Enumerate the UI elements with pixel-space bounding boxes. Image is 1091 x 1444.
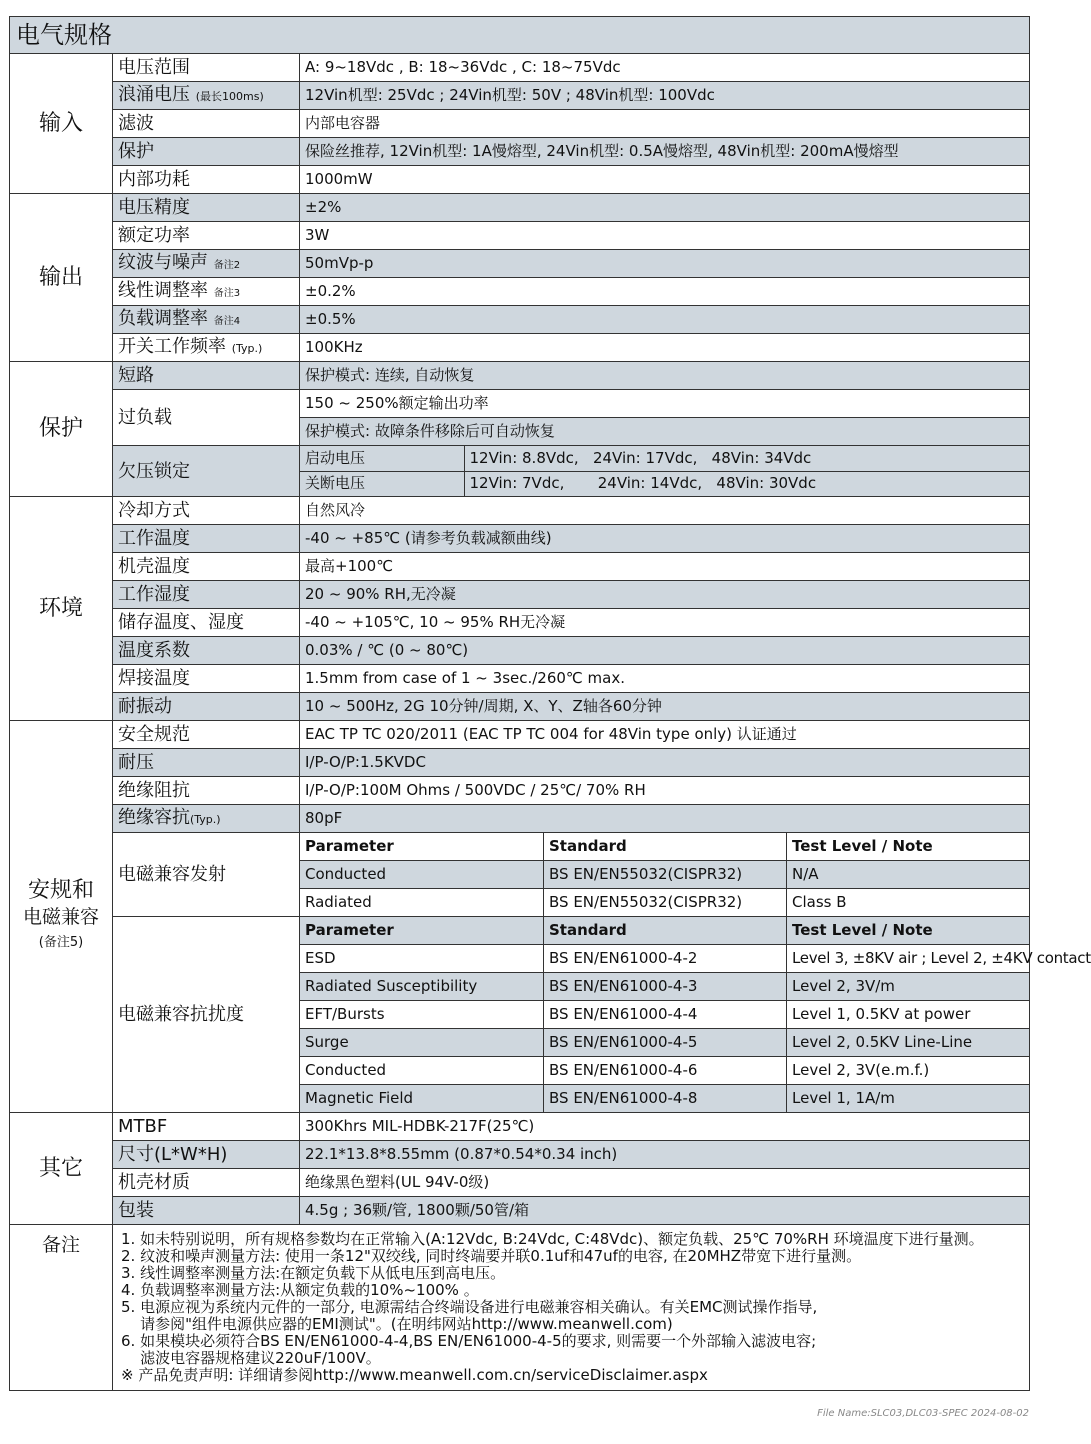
category-environment: 环境: [10, 497, 113, 721]
row-value: 4.5g ; 36颗/管, 1800颗/50管/箱: [300, 1197, 1030, 1225]
label-text: 负载调整率: [118, 307, 208, 329]
row-label: 工作湿度: [113, 581, 300, 609]
env-working-temp-row: [10, 525, 1030, 553]
env-temp-coeff-row: [10, 637, 1030, 665]
spec-sheet: [9, 16, 1091, 1391]
row-value: 150 ~ 250%额定输出功率: [300, 390, 1030, 418]
uvlo-subtable: [300, 446, 1029, 496]
table-cell: Radiated Susceptibility: [300, 973, 544, 1001]
row-label: 包装: [113, 1197, 300, 1225]
table-header: Test Level / Note: [787, 917, 1030, 945]
row-value: 10 ~ 500Hz, 2G 10分钟/周期, X、Y、Z轴各60分钟: [300, 693, 1030, 721]
label-text: 线性调整率: [118, 279, 208, 301]
row-label: 冷却方式: [113, 497, 300, 525]
output-switch-freq-row: [10, 334, 1030, 362]
table-cell: BS EN/EN61000-4-3: [544, 973, 787, 1001]
env-case-temp-row: [10, 553, 1030, 581]
notes-cell: [113, 1225, 1030, 1391]
protection-overload-row: [10, 390, 1030, 418]
table-header: Test Level / Note: [787, 833, 1030, 861]
others-material-row: [10, 1169, 1030, 1197]
table-cell: EFT/Bursts: [300, 1001, 544, 1029]
emission-header-row: [10, 833, 1030, 861]
row-label: 耐压: [113, 749, 300, 777]
row-label: 电压精度: [113, 194, 300, 222]
note-line: 6. 如果模块必须符合BS EN/EN61000-4-4,BS EN/EN61000-4-5的要求, 则需要一个外部输入滤波电容;: [121, 1332, 817, 1350]
table-header: Standard: [544, 917, 787, 945]
note-line: 4. 负载调整率测量方法:从额定负载的10%~100% 。: [121, 1281, 479, 1299]
table-cell: BS EN/EN61000-4-5: [544, 1029, 787, 1057]
table-cell: BS EN/EN61000-4-8: [544, 1085, 787, 1113]
note-line: 5. 电源应视为系统内元件的一部分, 电源需结合终端设备进行电磁兼容相关确认。有关EMC测试操作指导,: [121, 1298, 818, 1316]
row-label: 机壳温度: [113, 553, 300, 581]
category-others: 其它: [10, 1113, 113, 1225]
protection-uvlo-row: [10, 446, 1030, 497]
table-cell: Surge: [300, 1029, 544, 1057]
row-label: 欠压锁定: [113, 446, 300, 497]
category-stack: [12, 878, 110, 956]
immunity-header-row: [10, 917, 1030, 945]
output-ripple-row: [10, 250, 1030, 278]
env-humidity-row: [10, 581, 1030, 609]
row-value: 20 ~ 90% RH,无冷凝: [300, 581, 1030, 609]
category-output: 输出: [10, 194, 113, 362]
uvlo-start-label: 启动电压: [300, 446, 464, 471]
row-value: 1.5mm from case of 1 ~ 3sec./260℃ max.: [300, 665, 1030, 693]
note-line: 2. 纹波和噪声测量方法: 使用一条12"双绞线, 同时终端要并联0.1uf和47uf的电容, 在20MHZ带宽下进行量测。: [121, 1247, 862, 1265]
row-label: 安全规范: [113, 721, 300, 749]
safety-withstand-row: [10, 749, 1030, 777]
file-name-footer: File Name:SLC03,DLC03-SPEC 2024-08-02: [817, 1408, 1029, 1419]
label-text: 开关工作频率: [118, 336, 226, 357]
row-label: 耐振动: [113, 693, 300, 721]
safety-standard-row: [10, 721, 1030, 749]
table-cell: Level 2, 3V(e.m.f.): [787, 1057, 1030, 1085]
note-line: ※ 产品免责声明: 详细请参阅http://www.meanwell.com.cn/serviceDisclaimer.aspx: [121, 1366, 708, 1384]
safety-isolation-res-row: [10, 777, 1030, 805]
table-cell: BS EN/EN61000-4-6: [544, 1057, 787, 1085]
row-label: 机壳材质: [113, 1169, 300, 1197]
table-cell: ESD: [300, 945, 544, 973]
output-rated-power-row: [10, 222, 1030, 250]
table-cell: BS EN/EN55032(CISPR32): [544, 889, 787, 917]
row-value: 0.03% / ℃ (0 ~ 80℃): [300, 637, 1030, 665]
label-note: (Typ.): [231, 342, 263, 355]
row-value: 保险丝推荐, 12Vin机型: 1A慢熔型, 24Vin机型: 0.5A慢熔型, 48Vin机型: 200mA慢熔型: [300, 138, 1030, 166]
table-cell: Level 1, 1A/m: [787, 1085, 1030, 1113]
row-value: 50mVp-p: [300, 250, 1030, 278]
note-line: 3. 线性调整率测量方法:在额定负载下从低电压到高电压。: [121, 1264, 506, 1282]
input-filter-row: [10, 110, 1030, 138]
label-note: 备注2: [213, 259, 241, 271]
uvlo-subtable-cell: [300, 446, 1030, 497]
row-label: 保护: [113, 138, 300, 166]
table-cell: Level 3, ±8KV air ; Level 2, ±4KV contact: [787, 945, 1030, 973]
row-label: 储存温度、湿度: [113, 609, 300, 637]
row-label: 过负载: [113, 390, 300, 446]
row-value: 1000mW: [300, 166, 1030, 194]
uvlo-start-value: 12Vin: 8.8Vdc, 24Vin: 17Vdc, 48Vin: 34Vdc: [464, 446, 1029, 471]
table-cell: Radiated: [300, 889, 544, 917]
others-mtbf-row: [10, 1113, 1030, 1141]
uvlo-start-row: [300, 446, 1029, 471]
row-label: 电压范围: [113, 54, 300, 82]
table-cell: Level 1, 0.5KV at power: [787, 1001, 1030, 1029]
electrical-spec-table: [9, 16, 1091, 1391]
row-value: 绝缘黑色塑料(UL 94V-0级): [300, 1169, 1030, 1197]
uvlo-stop-value: 12Vin: 7Vdc, 24Vin: 14Vdc, 48Vin: 30Vdc: [469, 474, 817, 493]
table-cell: BS EN/EN55032(CISPR32): [544, 861, 787, 889]
table-header: Parameter: [300, 917, 544, 945]
row-label: 绝缘阻抗: [113, 777, 300, 805]
row-label: [113, 250, 300, 278]
row-label: 尺寸(L*W*H): [113, 1141, 300, 1169]
row-label: [113, 306, 300, 334]
output-accuracy-row: [10, 194, 1030, 222]
label-note: 备注4: [213, 315, 241, 327]
row-label: 工作温度: [113, 525, 300, 553]
category-note: (备注5): [38, 934, 84, 950]
category-protection: 保护: [10, 362, 113, 497]
table-cell: Level 2, 3V/m: [787, 973, 1030, 1001]
row-value: 最高+100℃: [300, 553, 1030, 581]
uvlo-stop-row: [300, 471, 1029, 496]
env-storage-row: [10, 609, 1030, 637]
title-row: [10, 17, 1030, 54]
others-dimension-row: [10, 1141, 1030, 1169]
row-label: 额定功率: [113, 222, 300, 250]
row-value: ±0.2%: [300, 278, 1030, 306]
row-value: I/P-O/P:1.5KVDC: [300, 749, 1030, 777]
table-cell: N/A: [787, 861, 1030, 889]
output-line-reg-row: [10, 278, 1030, 306]
protection-short-row: [10, 362, 1030, 390]
table-cell: Level 2, 0.5KV Line-Line: [787, 1029, 1030, 1057]
safety-isolation-cap-row: [10, 805, 1030, 833]
row-label: [113, 278, 300, 306]
note-line: 滤波电容器规格建议220uF/100V。: [121, 1349, 381, 1367]
label-text: 浪涌电压: [118, 84, 190, 105]
label-note: (最长100ms): [195, 90, 264, 103]
input-protection-row: [10, 138, 1030, 166]
row-value: 12Vin机型: 25Vdc ; 24Vin机型: 50V ; 48Vin机型: 100Vdc: [300, 82, 1030, 110]
category-safety-emc: [10, 721, 113, 1113]
row-value: 80pF: [300, 805, 1030, 833]
table-header: Standard: [544, 833, 787, 861]
row-value: ±2%: [300, 194, 1030, 222]
row-value: ±0.5%: [300, 306, 1030, 334]
table-cell: Class B: [787, 889, 1030, 917]
table-cell: BS EN/EN61000-4-4: [544, 1001, 787, 1029]
row-label: 电磁兼容抗扰度: [113, 917, 300, 1113]
input-voltage-range-row: [10, 54, 1030, 82]
row-label: MTBF: [113, 1113, 300, 1141]
table-cell: Conducted: [300, 1057, 544, 1085]
row-label: 电磁兼容发射: [113, 833, 300, 917]
row-value: 自然风冷: [300, 497, 1030, 525]
table-header: Parameter: [300, 833, 544, 861]
row-label: 滤波: [113, 110, 300, 138]
row-value: EAC TP TC 020/2011 (EAC TP TC 004 for 48Vin type only) 认证通过: [300, 721, 1030, 749]
label-note: (Typ.): [190, 813, 221, 826]
row-label: 温度系数: [113, 637, 300, 665]
category-notes: 备注: [10, 1225, 113, 1391]
category-line: 安规和: [27, 877, 94, 903]
table-cell: Magnetic Field: [300, 1085, 544, 1113]
row-label: [113, 82, 300, 110]
env-solder-row: [10, 665, 1030, 693]
row-value: 内部电容器: [300, 110, 1030, 138]
label-text: 纹波与噪声: [118, 251, 208, 273]
input-surge-row: [10, 82, 1030, 110]
env-vibration-row: [10, 693, 1030, 721]
row-value: 22.1*13.8*8.55mm (0.87*0.54*0.34 inch): [300, 1141, 1030, 1169]
row-value: 保护模式: 故障条件移除后可自动恢复: [300, 418, 1030, 446]
row-value: -40 ~ +85℃ (请参考负载减额曲线): [300, 525, 1030, 553]
table-cell: BS EN/EN61000-4-2: [544, 945, 787, 973]
page-title: 电气规格: [10, 17, 1030, 54]
row-value: 3W: [300, 222, 1030, 250]
row-label: [113, 334, 300, 362]
note-line: 1. 如未特别说明，所有规格参数均在正常输入(A:12Vdc, B:24Vdc, C:48Vdc)、额定负载、25℃ 70%RH 环境温度下进行量测。: [121, 1230, 984, 1248]
notes-row: [10, 1225, 1030, 1391]
row-value: 100KHz: [300, 334, 1030, 362]
row-label: 短路: [113, 362, 300, 390]
row-value: A: 9~18Vdc , B: 18~36Vdc , C: 18~75Vdc: [300, 54, 1030, 82]
row-label: [113, 805, 300, 833]
label-text: 绝缘容抗: [118, 807, 190, 828]
label-note: 备注3: [213, 287, 241, 299]
note-line: 请参阅"组件电源供应器的EMI测试"。(在明纬网站http://www.meanwell.com): [121, 1315, 673, 1333]
row-value: -40 ~ +105℃, 10 ~ 95% RH无冷凝: [300, 609, 1030, 637]
row-value: 保护模式: 连续, 自动恢复: [300, 362, 1030, 390]
category-line: 电磁兼容: [22, 905, 99, 928]
uvlo-stop-label: 关断电压: [300, 471, 464, 496]
row-value: I/P-O/P:100M Ohms / 500VDC / 25℃/ 70% RH: [300, 777, 1030, 805]
table-cell: Conducted: [300, 861, 544, 889]
input-internal-power-row: [10, 166, 1030, 194]
row-label: 焊接温度: [113, 665, 300, 693]
row-value: 300Khrs MIL-HDBK-217F(25℃): [300, 1113, 1030, 1141]
category-input: 输入: [10, 54, 113, 194]
row-label: 内部功耗: [113, 166, 300, 194]
others-packing-row: [10, 1197, 1030, 1225]
output-load-reg-row: [10, 306, 1030, 334]
env-cooling-row: [10, 497, 1030, 525]
